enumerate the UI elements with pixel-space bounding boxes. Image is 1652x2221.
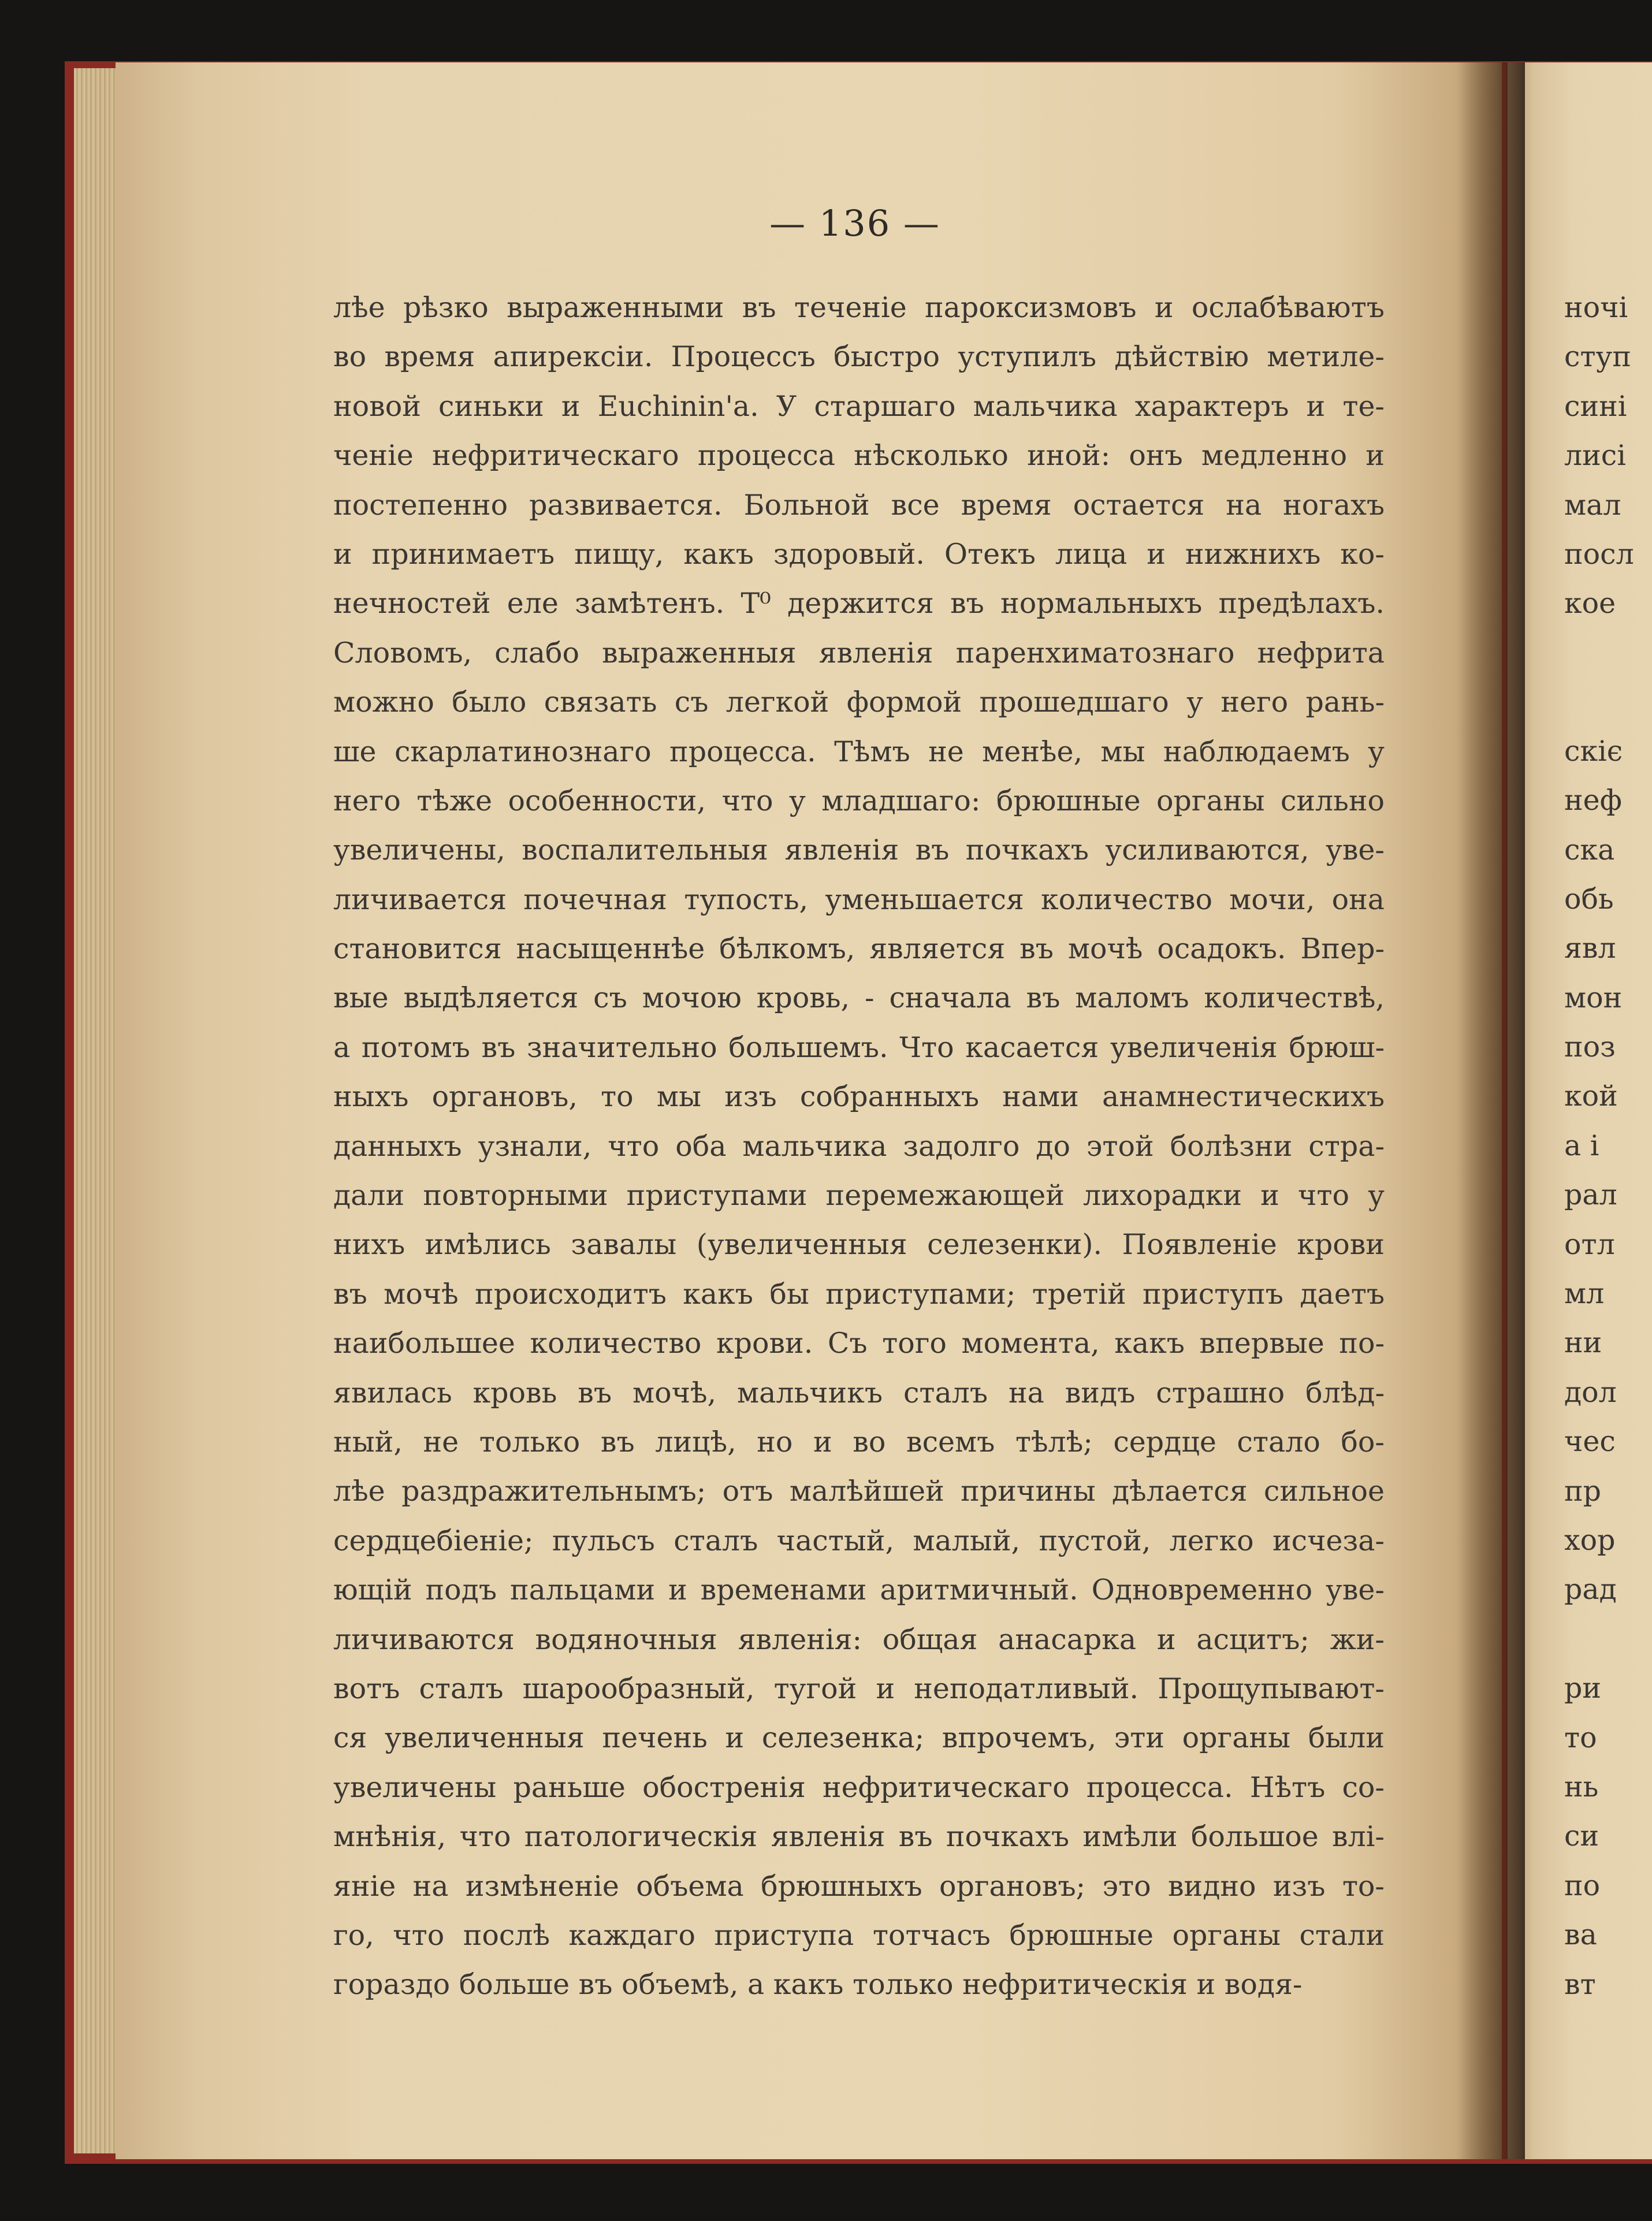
text-line: ный, не только въ лицѣ, но и во всемъ тѣлѣ; сердце стало бо- (333, 1425, 1385, 1459)
fragment-line: отл (1564, 1227, 1615, 1261)
text-line: новой синьки и Euchinin'а. У старшаго мальчика характеръ и те- (333, 389, 1385, 423)
page-body-text (333, 283, 1385, 2010)
text-line: личивается почечная тупость, уменьшается количество мочи, она (333, 883, 1385, 916)
text-line: лѣе рѣзко выраженными въ теченіе пароксизмовъ и ослабѣваютъ (333, 291, 1385, 324)
fragment-line: пр (1564, 1474, 1602, 1508)
fragment-line: мл (1564, 1277, 1605, 1311)
fragment-line: хор (1564, 1523, 1616, 1557)
text-line: и принимаетъ пищу, какъ здоровый. Отекъ лица и нижнихъ ко- (333, 537, 1385, 571)
text-line: наибольшее количество крови. Съ того момента, какъ впервые по- (333, 1327, 1385, 1360)
fragment-line: ни (1564, 1326, 1602, 1360)
fragment-line: явл (1564, 932, 1616, 965)
text-line: лѣе раздражительнымъ; отъ малѣйшей причины дѣлается сильное (333, 1475, 1385, 1508)
text-line: мнѣнія, что патологическія явленія въ почкахъ имѣли большое влі- (333, 1820, 1385, 1854)
text-line: сердцебіеніе; пульсъ сталъ частый, малый, пустой, легко исчеза- (333, 1524, 1385, 1557)
fragment-line: сині (1564, 389, 1627, 423)
fragment-line: ска (1564, 833, 1615, 866)
fragment-line: ступ (1564, 340, 1632, 374)
text-line: въ мочѣ происходитъ какъ бы приступами; третій приступъ даетъ (333, 1277, 1385, 1311)
fragment-line: чес (1564, 1425, 1616, 1459)
fragment-line: вт (1564, 1967, 1596, 2001)
text-line: постепенно развивается. Больной все время остается на ногахъ (333, 488, 1385, 522)
fragment-line: неф (1564, 784, 1623, 817)
text-line: а потомъ въ значительно большемъ. Что касается увеличенія брюш- (333, 1030, 1385, 1064)
text-line: нихъ имѣлись завалы (увеличенныя селезенки). Появленіе крови (333, 1228, 1385, 1262)
text-line: становится насыщеннѣе бѣлкомъ, является въ мочѣ осадокъ. Впер- (333, 932, 1385, 966)
text-line: данныхъ узнали, что оба мальчика задолго до этой болѣзни стра- (333, 1129, 1385, 1163)
fragment-line: поз (1564, 1030, 1616, 1064)
fragment-line: скіє (1564, 734, 1623, 768)
text-line: явилась кровь въ мочѣ, мальчикъ сталъ на видъ страшно блѣд- (333, 1376, 1385, 1409)
text-line: го, что послѣ каждаго приступа тотчасъ брюшные органы стали (333, 1918, 1385, 1952)
text-line: во время апирексіи. Процессъ быстро уступилъ дѣйствію метиле- (333, 340, 1385, 374)
facing-page-fragments (1564, 283, 1651, 2009)
text-line: Словомъ, слабо выраженныя явленія паренхиматознаго нефрита (333, 636, 1385, 669)
text-line: ченіе нефритическаго процесса нѣсколько иной: онъ медленно и (333, 439, 1385, 473)
fragment-gap (1564, 628, 1651, 727)
text-line: него тѣже особенности, что у младшаго: брюшные органы сильно (333, 784, 1385, 817)
fragment-line: рад (1564, 1573, 1617, 1606)
fragment-line: ва (1564, 1918, 1597, 1952)
fragment-line: нь (1564, 1770, 1599, 1803)
fragment-line: си (1564, 1820, 1599, 1853)
fragment-line: кой (1564, 1080, 1618, 1113)
text-line: ныхъ органовъ, то мы изъ собранныхъ нами анамнестическихъ (333, 1080, 1385, 1114)
text-line: ющій подъ пальцами и временами аритмичный. Одновременно уве- (333, 1573, 1385, 1607)
text-line: можно было связать съ легкой формой прошедшаго у него рань- (333, 686, 1385, 719)
text-line: увеличены раньше обостренія нефритическаго процесса. Нѣтъ со- (333, 1770, 1385, 1804)
fragment-line: обь (1564, 882, 1614, 916)
fragment-line: кое (1564, 587, 1616, 620)
text-line: ше скарлатинознаго процесса. Тѣмъ не менѣе, мы наблюдаемъ у (333, 735, 1385, 768)
fragment-line: мон (1564, 981, 1623, 1014)
fragment-line (1564, 1614, 1651, 1664)
fragment-line: мал (1564, 488, 1621, 522)
text-line: увеличены, воспалительныя явленія въ почкахъ усиливаются, уве- (333, 834, 1385, 867)
fragment-line: лисі (1564, 439, 1626, 473)
book-gutter-shadow (1456, 62, 1525, 2159)
text-line: дали повторными приступами перемежающей лихорадки и что у (333, 1179, 1385, 1212)
fragment-line: посл (1564, 537, 1634, 571)
fragment-line: а і (1564, 1129, 1599, 1162)
fragment-line: дол (1564, 1375, 1617, 1409)
text-line: ся увеличенныя печень и селезенка; впрочемъ, эти органы были (333, 1721, 1385, 1755)
page-number: — 136 — (769, 202, 940, 244)
text-line: вотъ сталъ шарообразный, тугой и неподатливый. Прощупывают- (333, 1672, 1385, 1705)
fragment-line: рал (1564, 1178, 1617, 1212)
fragment-line: то (1564, 1721, 1597, 1754)
fragment-line: по (1564, 1869, 1601, 1902)
text-line: нечностей еле замѣтенъ. T⁰ держится въ нормальныхъ предѣлахъ. (333, 587, 1385, 620)
text-line: яніе на измѣненіе объема брюшныхъ органовъ; это видно изъ то- (333, 1869, 1385, 1903)
text-line: личиваются водяночныя явленія: общая анасарка и асцитъ; жи- (333, 1623, 1385, 1656)
fragment-line: ночі (1564, 291, 1628, 324)
text-line: гораздо больше въ объемѣ, а какъ только нефритическія и водя- (333, 1968, 1303, 2001)
text-line: вые выдѣляется съ мочою кровь, - сначала въ маломъ количествѣ, (333, 981, 1385, 1015)
fragment-line: ри (1564, 1672, 1602, 1705)
